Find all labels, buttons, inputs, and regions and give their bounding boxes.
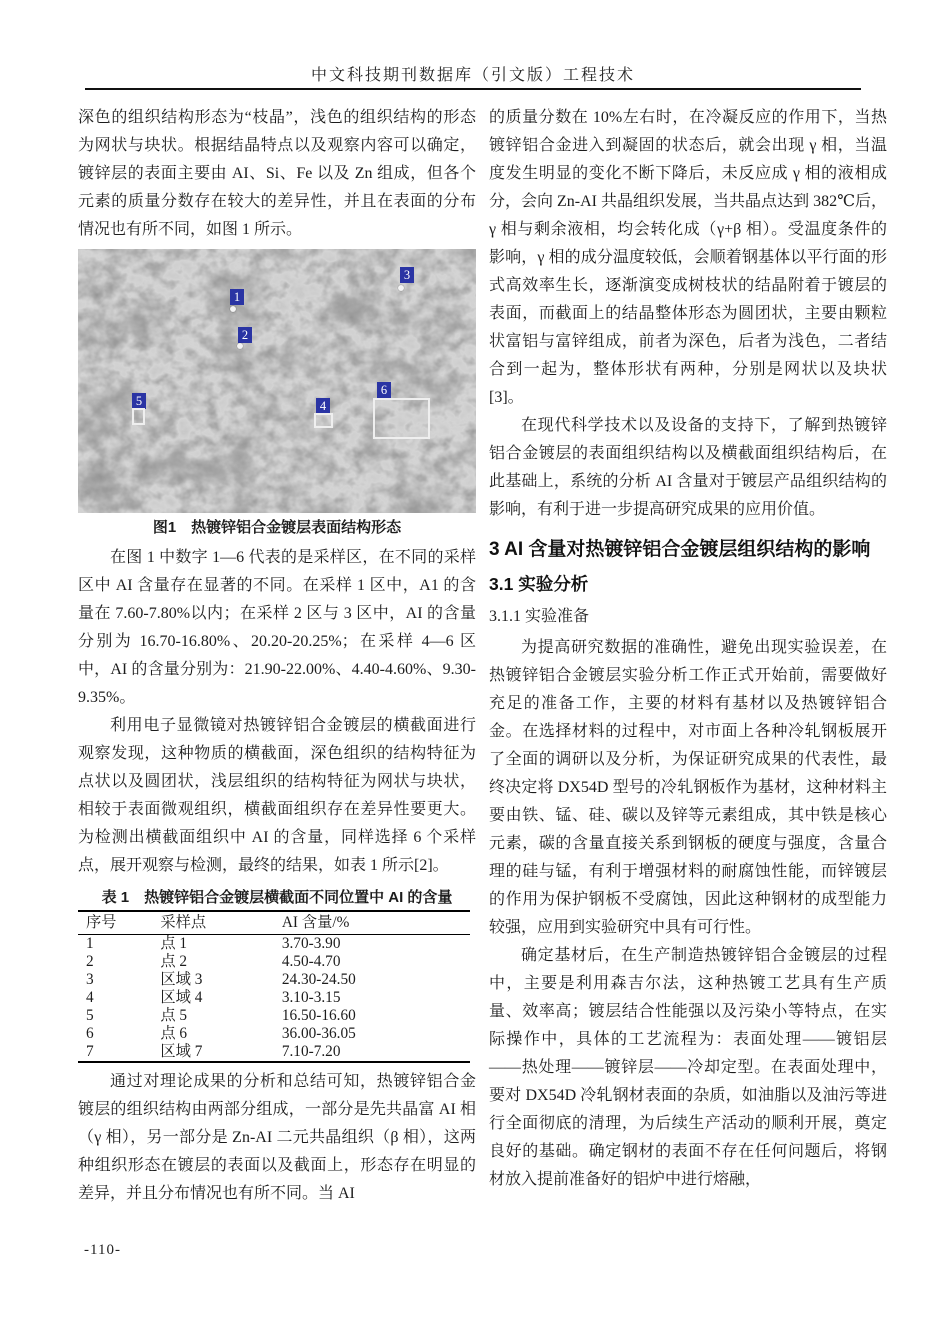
table-cell: 点 5 — [160, 1007, 188, 1024]
table-cell: 区域 3 — [160, 971, 203, 988]
page-number: -110- — [84, 1242, 121, 1258]
table-cell: 区域 4 — [160, 989, 203, 1006]
table-column-header: AI 含量/% — [282, 911, 470, 935]
figure-1 — [78, 249, 476, 539]
left-paragraph-4: 通过对理论成果的分析和总结可知，热镀锌铝合金镀层的组织结构由两部分组成，一部分是先共晶富 AI 相（γ 相），另一部分是 Zn-AI 二元共晶组织（β 相），这两种组织形态在镀层的表面以及截面上，形态存在明显的差异，并且分布情况也有所不同。当 AI — [78, 1073, 476, 1202]
table-column-header: 序号 — [78, 911, 160, 935]
figure-marker-label-6: 6 — [377, 382, 391, 398]
left-paragraph-1: 深色的组织结构形态为“枝晶”，浅色的组织结构的形态为网状与块状。根据结晶特点以及观察内容可以确定，镀锌层的表面主要由 AI、Si、Fe 以及 Zn 组成，但各个元素的质量分数存在较大的差异性，并且在表面的分布情况也有所不同，如图 1 所示。 — [78, 109, 476, 238]
figure-marker-label-2: 2 — [238, 327, 252, 343]
table-cell: 36.00-36.05 — [281, 1025, 356, 1042]
table-1-title: 表 1 热镀锌铝合金镀层横截面不同位置中 AI 的含量 — [101, 889, 453, 906]
table-header-row — [78, 911, 470, 935]
table-row — [78, 971, 470, 989]
table-cell: 6 — [86, 1025, 94, 1042]
figure-marker-rect-5 — [132, 408, 145, 425]
right-paragraph-2: 在现代科学技术以及设备的支持下，了解到热镀锌铝合金镀层的表面组织结构以及横截面组织结构后，在此基础上，系统的分析 AI 含量对于镀层产品组织结构的影响，有利于进一步提高研究成果的应用价值。 — [489, 417, 887, 518]
table-row — [78, 935, 470, 954]
table-cell: 3.70-3.90 — [281, 935, 341, 952]
table-row — [78, 953, 470, 971]
table-cell: 点 2 — [160, 953, 188, 970]
table-cell: 7 — [86, 1043, 94, 1060]
left-paragraph-3: 利用电子显微镜对热镀锌铝合金镀层的横截面进行观察发现，这种物质的横截面，深色组织的结构特征为点状以及圆团状，浅层组织的结构特征为网状与块状，相较于表面微观组织，横截面组织存在差异性要更大。为检测出横截面组织中 AI 的含量，同样选择 6 个采样点，展开观察与检测，最终的结果，如表 1 所示[2]。 — [78, 717, 476, 874]
table-cell: 24.30-24.50 — [281, 971, 356, 988]
figure-marker-rect-6 — [373, 398, 430, 439]
table-column-header: 采样点 — [160, 911, 282, 935]
table-cell: 1 — [86, 935, 94, 952]
micrograph-texture — [78, 249, 476, 513]
table-cell: 7.10-7.20 — [281, 1043, 341, 1060]
right-column — [489, 104, 887, 1208]
figure-marker-label-1: 1 — [230, 289, 244, 305]
two-column-layout — [78, 104, 887, 1208]
table-row — [78, 1025, 470, 1043]
figure-marker-dot-1 — [230, 306, 236, 312]
table-cell: 区域 7 — [160, 1043, 203, 1060]
table-cell: 2 — [86, 953, 94, 970]
table-1 — [78, 910, 470, 1063]
table-cell: 4 — [86, 989, 94, 1006]
figure-marker-label-3: 3 — [400, 267, 414, 283]
right-paragraph-1: 的质量分数在 10%左右时，在冷凝反应的作用下，当热镀锌铝合金进入到凝固的状态后，就会出现 γ 相，当温度发生明显的变化不断下降后，未反应成 γ 相的液相成分，会向 Zn-AI 共晶组织发展，当共晶点达到 382℃后，γ 相与剩余液相，均会转化成（γ+β 相）。受温度条件的影响，γ 相的成分温度较低，会顺着钢基体以平行面的形式高效率生长，逐渐演变成树枝状的结晶附着于镀层的表面，而截面上的结晶整体形态为圆团状，主要由颗粒状富铝与富锌组成，前者为深色，后者为浅色，二者结合到一起为，整体形状有两种，分别是网状以及块状[3]。 — [489, 109, 887, 406]
right-paragraph-4: 确定基材后，在生产制造热镀锌铝合金镀层的过程中，主要是利用森吉尔法，这种热镀工艺具有生产质量、效率高；镀层结合性能强以及污染小等特点，在实际操作中，具体的工艺流程为：表面处理——镀铝层——热处理——镀锌层——冷却定型。在表面处理中，要对 DX54D 冷轧钢材表面的杂质，如油脂以及油污等进行全面彻底的清理，为后续生产活动的顺利开展，奠定良好的基础。确定钢材的表面不存在任何问题后，将钢材放入提前准备好的铝炉中进行熔融， — [489, 947, 887, 1188]
table-cell: 点 6 — [160, 1025, 188, 1042]
table-cell: 16.50-16.60 — [281, 1007, 356, 1024]
figure-marker-rect-4 — [314, 413, 333, 428]
figure-1-caption: 图1 热镀锌铝合金镀层表面结构形态 — [152, 519, 402, 536]
table-cell: 3 — [86, 971, 94, 988]
figure-1-image — [78, 249, 476, 513]
figure-marker-label-4: 4 — [316, 398, 330, 414]
table-cell: 3.10-3.15 — [281, 989, 341, 1006]
table-body — [78, 935, 470, 1063]
table-cell: 4.50-4.70 — [281, 953, 341, 970]
table-cell: 点 1 — [160, 935, 188, 952]
figure-marker-dot-3 — [398, 285, 404, 291]
right-paragraph-3: 为提高研究数据的准确性，避免出现实验误差，在热镀锌铝合金镀层实验分析工作正式开始前，需要做好充足的准备工作，主要的材料有基材以及热镀锌铝合金。在选择材料的过程中，对市面上各种冷轧钢板展开了全面的调研以及分析，为保证研究成果的代表性，最终决定将 DX54D 型号的冷轧钢板作为基材，这种材料主要由铁、锰、硅、碳以及锌等元素组成，其中铁是核心元素，碳的含量直接关系到钢板的硬度与强度，含量合理的硅与锰，有利于增强材料的耐腐蚀性能，而锌镀层的作用为保护钢板不受腐蚀，因此这种钢材的成型能力较强，应用到实验研究中具有可行性。 — [489, 639, 887, 936]
subsection-heading-3-1: 3.1 实验分析 — [489, 574, 589, 594]
header-rule — [85, 88, 861, 90]
section-heading-3: 3 AI 含量对热镀锌铝合金镀层组织结构的影响 — [489, 539, 871, 560]
left-column — [78, 104, 476, 1208]
table-row — [78, 989, 470, 1007]
left-paragraph-2: 在图 1 中数字 1—6 代表的是采样区，在不同的采样区中 AI 含量存在显著的不同。在采样 1 区中，A1 的含量在 7.60-7.80%以内；在采样 2 区与 3 区中，AI 的含量分别为 16.70-16.80%、20.20-20.25%；在采样 4—6 区中，AI 的含量分别为：21.90-22.00%、4.40-4.60%、9.30-9.35%。 — [78, 549, 476, 706]
subsubsection-heading-3-1-1: 3.1.1 实验准备 — [489, 608, 590, 625]
table-cell: 5 — [86, 1007, 94, 1024]
journal-header-title: 中文科技期刊数据库（引文版）工程技术 — [310, 67, 635, 84]
figure-marker-label-5: 5 — [132, 393, 146, 409]
figure-marker-dot-2 — [237, 343, 243, 349]
table-row — [78, 1007, 470, 1025]
table-row — [78, 1043, 470, 1062]
